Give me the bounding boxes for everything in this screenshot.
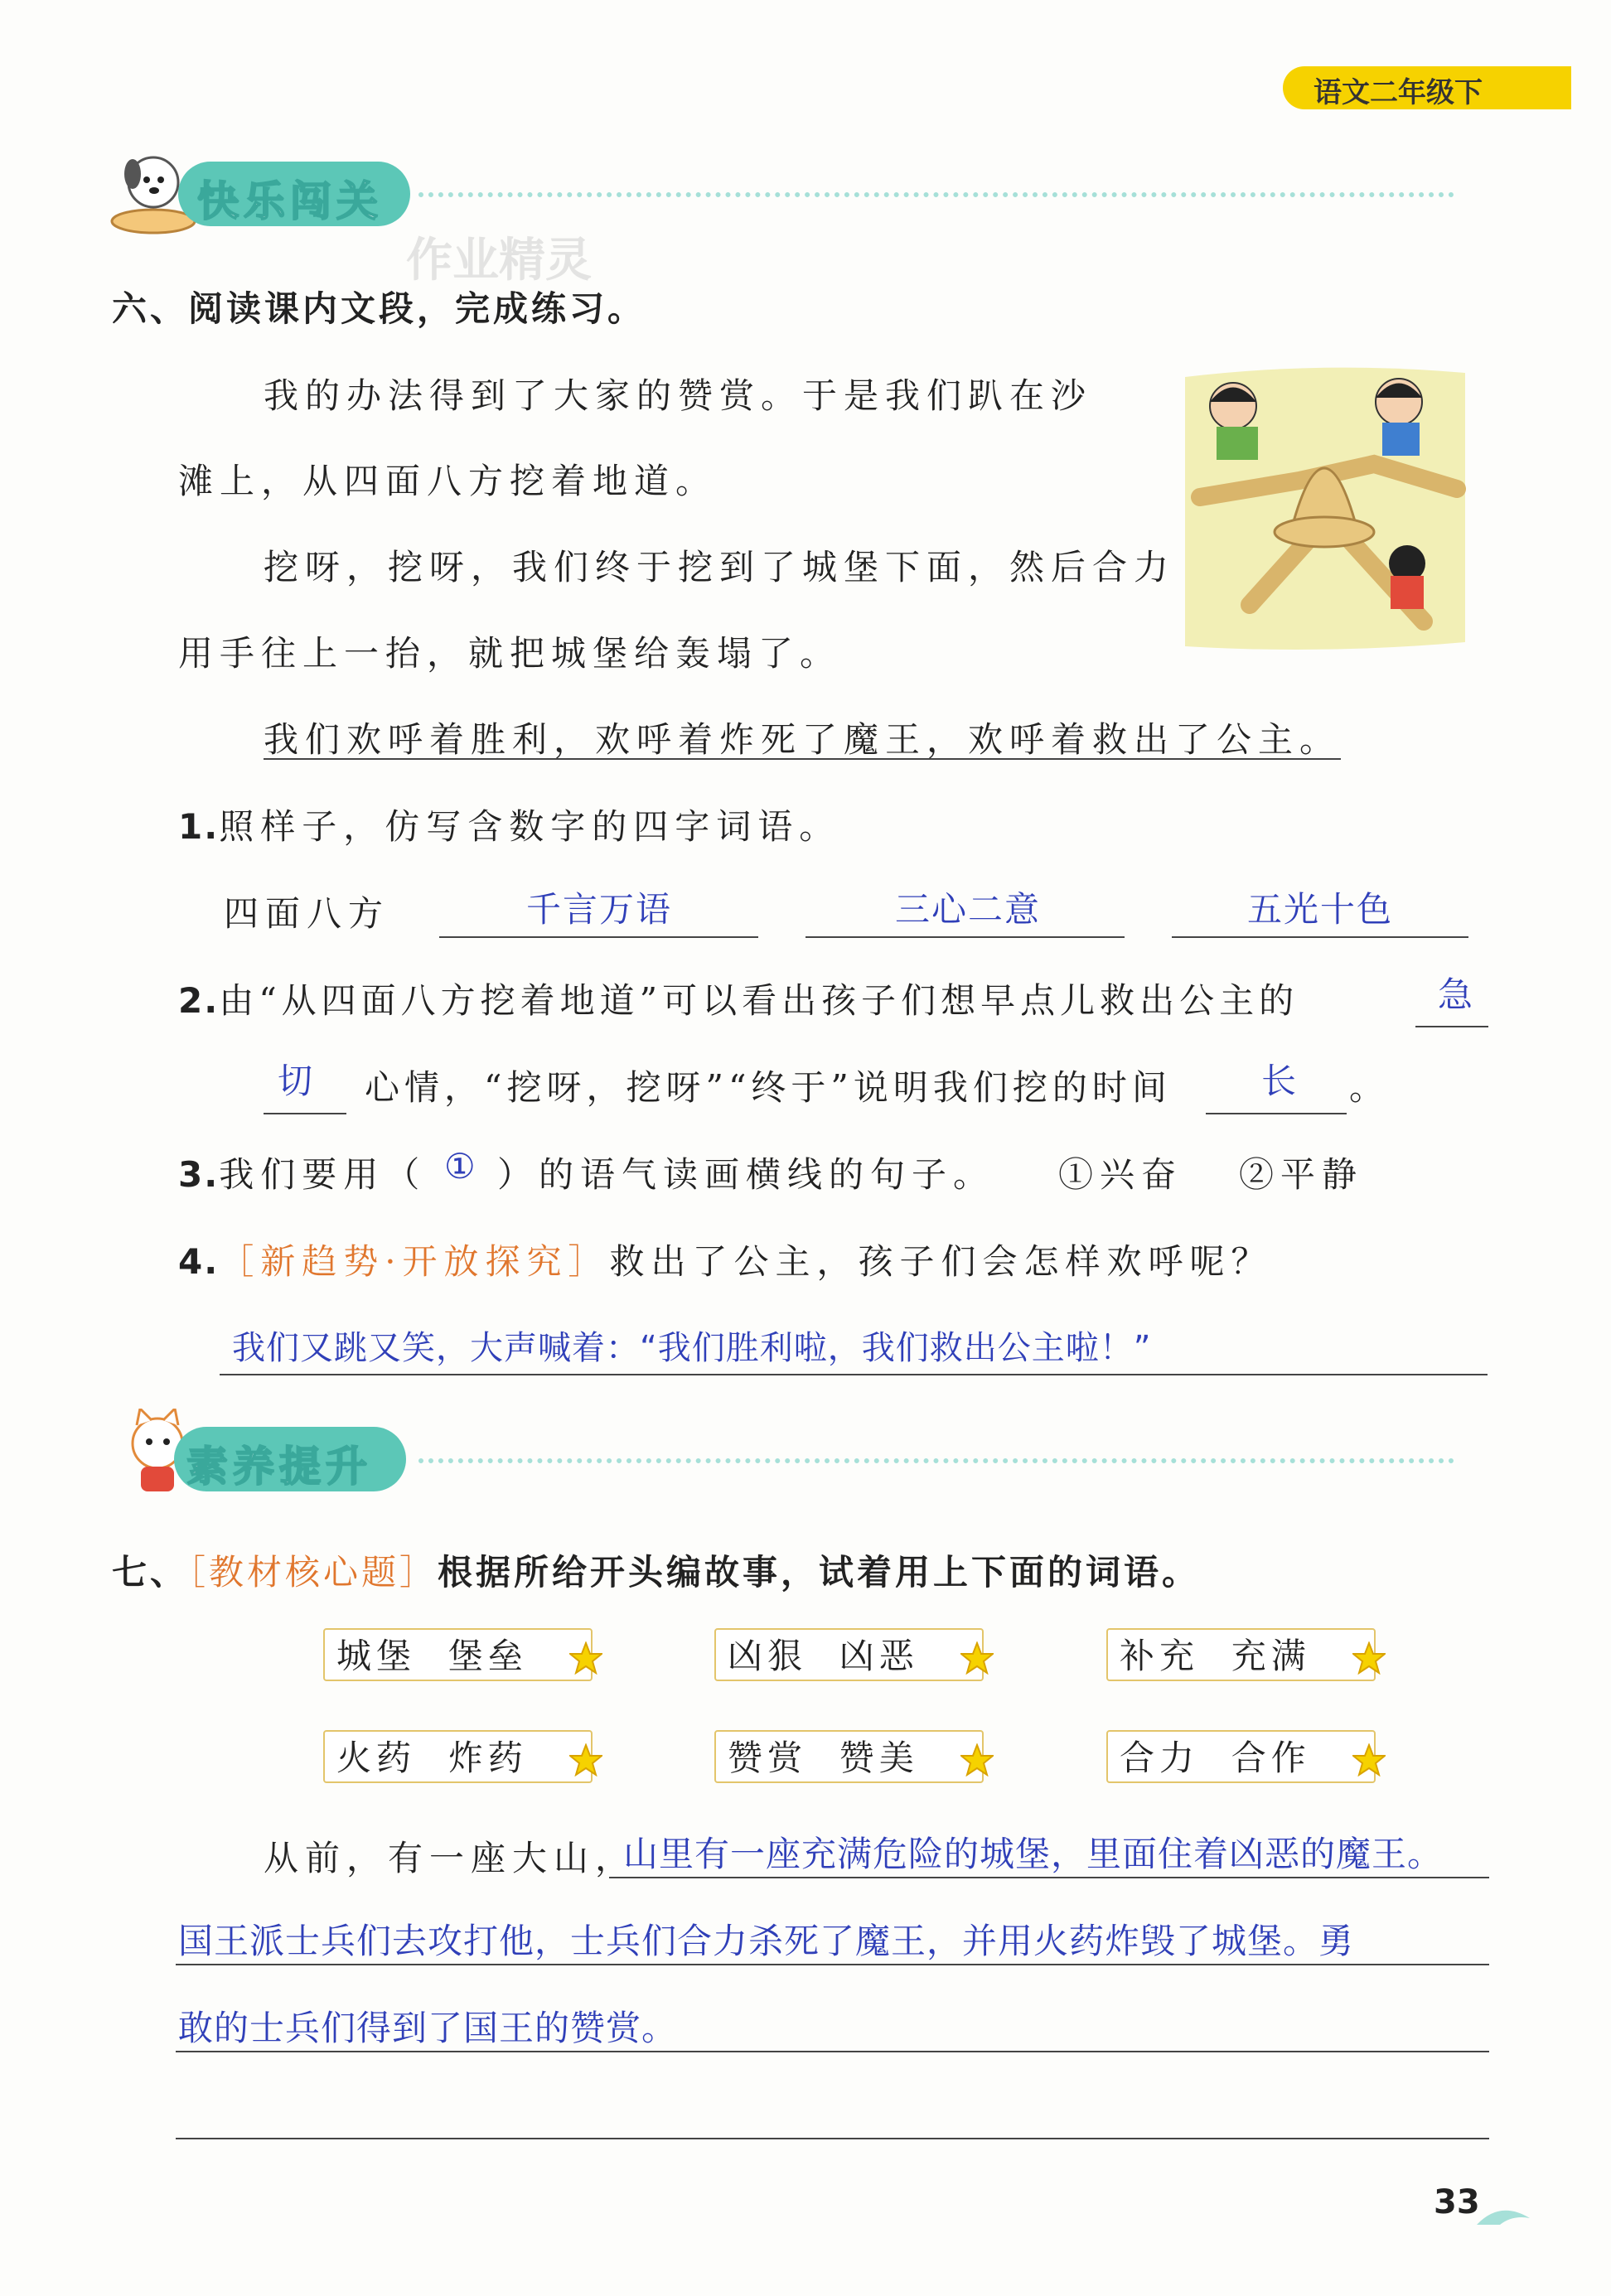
word: 堡垒 — [448, 1636, 528, 1676]
word: 炸药 — [448, 1738, 528, 1778]
answer-blank-5 — [264, 1113, 346, 1114]
q6-3-text-a: 我们要用（ — [219, 1154, 427, 1195]
word-box-1 — [323, 1628, 593, 1681]
q6-4-tag: ［新趋势·开放探究］ — [219, 1241, 610, 1282]
q6-title: 六、阅读课内文段，完成练习。 — [112, 288, 646, 329]
banner-dots-2 — [418, 1458, 1454, 1463]
q6-1-text: 照样子，仿写含数字的四字词语。 — [219, 806, 841, 847]
answer-line-story-1 — [609, 1877, 1489, 1878]
word-box-3 — [1106, 1628, 1376, 1681]
q6-4-text: 救出了公主，孩子们会怎样欢呼呢？ — [609, 1241, 1273, 1282]
q6-3 — [178, 1148, 426, 1197]
answer-blank-2 — [806, 936, 1125, 938]
passage-line-3: 挖呀，挖呀，我们终于挖到了城堡下面，然后合力 — [264, 547, 1176, 587]
q6-4-number: 4. — [178, 1241, 220, 1282]
word: 合力 — [1120, 1738, 1200, 1778]
q6-1-number: 1. — [178, 806, 220, 847]
word: 城堡 — [336, 1636, 417, 1676]
q6-1 — [178, 800, 840, 849]
q7-prefix: 七、 — [112, 1552, 189, 1593]
star-icon — [960, 1743, 994, 1776]
star-icon — [1352, 1641, 1386, 1675]
answer-blank-6 — [1206, 1113, 1347, 1114]
section-title-literacy: 素养提升 — [186, 1443, 372, 1491]
word: 赞美 — [839, 1738, 919, 1778]
q6-3-text-b: ）的语气读画横线的句子。 — [497, 1154, 995, 1195]
q6-1-answer-1: 千言万语 — [526, 889, 673, 930]
answer-blank-4 — [1415, 1026, 1488, 1027]
word: 合作 — [1231, 1738, 1311, 1778]
passage-line-1: 我的办法得到了大家的赞赏。于是我们趴在沙 — [264, 375, 1093, 416]
q7-title — [112, 1545, 1200, 1595]
word: 充满 — [1231, 1636, 1311, 1676]
dolphin-icon — [1475, 2200, 1533, 2229]
word: 火药 — [336, 1738, 417, 1778]
q6-2-text-a: 由“从四面八方挖着地道”可以看出孩子们想早点儿救出公主的 — [219, 980, 1299, 1021]
answer-line-story-4 — [176, 2138, 1489, 2139]
book-label: 语文二年级下 — [1313, 76, 1483, 109]
page-number: 33 — [1434, 2183, 1480, 2221]
q6-2-answer-a2: 切 — [278, 1061, 320, 1101]
word-box-6 — [1106, 1730, 1376, 1783]
story-answer-1: 山里有一座充满危险的城堡，里面住着凶恶的魔王。 — [623, 1834, 1444, 1874]
q7-tag: ［教材核心题］ — [188, 1552, 438, 1593]
star-icon — [1352, 1743, 1386, 1776]
section-title-happy: 快乐闯关 — [197, 177, 383, 225]
passage-line-4: 用手往上一抬，就把城堡给轰塌了。 — [178, 633, 842, 674]
word: 凶恶 — [839, 1636, 919, 1676]
q6-2-line-a — [178, 974, 1299, 1023]
word-box-4 — [323, 1730, 593, 1783]
answer-line-story-2 — [176, 1964, 1489, 1965]
q6-3-answer: ① — [444, 1146, 482, 1187]
passage-line-5-underlined: 我们欢呼着胜利，欢呼着炸死了魔王，欢呼着救出了公主。 — [264, 719, 1342, 760]
q7-text: 根据所给开头编故事，试着用上下面的词语。 — [438, 1552, 1201, 1593]
story-answer-3: 敢的士兵们得到了国王的赞赏。 — [178, 2008, 678, 2048]
banner-dots — [418, 192, 1454, 197]
q6-3-number: 3. — [178, 1154, 220, 1195]
word: 凶狠 — [728, 1636, 808, 1676]
star-icon — [569, 1641, 602, 1675]
passage-line-2: 滩上，从四面八方挖着地道。 — [178, 461, 718, 501]
q6-4 — [178, 1235, 1273, 1284]
word: 补充 — [1120, 1636, 1200, 1676]
word-box-5 — [714, 1730, 984, 1783]
word: 赞赏 — [728, 1738, 808, 1778]
q6-2-end: 。 — [1349, 1067, 1391, 1108]
q6-2-answer-a1: 急 — [1438, 974, 1480, 1015]
q6-4-answer: 我们又跳又笑，大声喊着：“我们胜利啦，我们救出公主啦！” — [232, 1329, 1152, 1367]
passage-underline — [264, 758, 1341, 760]
q6-1-answer-2: 三心二意 — [895, 889, 1042, 930]
answer-line-story-3 — [176, 2051, 1489, 2052]
q6-2-number: 2. — [178, 980, 220, 1021]
q6-1-answer-3: 五光十色 — [1247, 889, 1394, 930]
q6-3-option-1: ①兴奋 — [1058, 1154, 1183, 1195]
q6-2-text-b: 心情，“挖呀，挖呀”“终于”说明我们挖的时间 — [365, 1067, 1172, 1108]
q6-3-option-2: ②平静 — [1239, 1154, 1364, 1195]
sandcastle-illustration — [1175, 356, 1475, 656]
q6-1-example: 四面八方 — [224, 893, 390, 934]
answer-line-q6-4 — [220, 1374, 1488, 1375]
answer-blank-1 — [439, 936, 758, 938]
star-icon — [569, 1743, 602, 1776]
q6-2-answer-b: 长 — [1261, 1061, 1304, 1101]
word-box-2 — [714, 1628, 984, 1681]
story-answer-2: 国王派士兵们去攻打他，士兵们合力杀死了魔王，并用火药炸毁了城堡。勇 — [178, 1921, 1355, 1961]
watermark: 作业精灵 — [406, 234, 592, 288]
star-icon — [960, 1641, 994, 1675]
story-start: 从前，有一座大山， — [264, 1838, 637, 1878]
answer-blank-3 — [1172, 936, 1468, 938]
